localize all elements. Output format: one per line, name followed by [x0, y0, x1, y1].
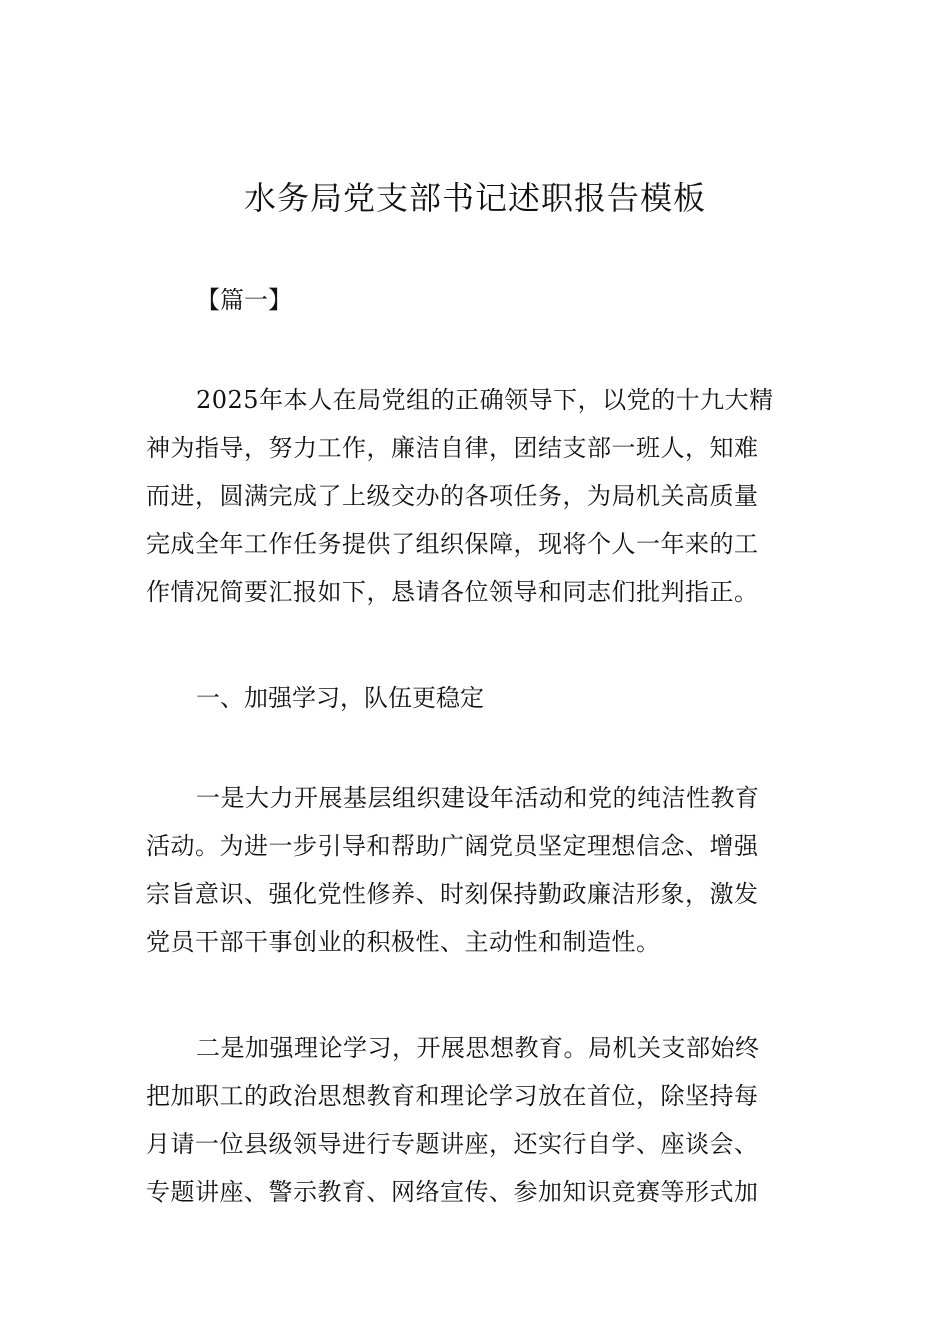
- paragraph-1-line: 活动。为进一步引导和帮助广阔党员坚定理想信念、增强: [146, 832, 759, 860]
- paragraph-2-line: 把加职工的政治思想教育和理论学习放在首位，除坚持每: [146, 1082, 759, 1110]
- paragraph-1: [146, 774, 810, 966]
- intro-line: 作情况简要汇报如下，恳请各位领导和同志们批判指正。: [146, 578, 759, 606]
- paragraph-2-line: 月请一位县级领导进行专题讲座，还实行自学、座谈会、: [146, 1130, 759, 1158]
- paragraph-1-line: 宗旨意识、强化党性修养、时刻保持勤政廉洁形象，激发: [146, 880, 759, 908]
- paragraph-2-line: 专题讲座、警示教育、网络宣传、参加知识竞赛等形式加: [146, 1178, 759, 1206]
- paragraph-2: [146, 1024, 810, 1216]
- intro-line: 而进，圆满完成了上级交办的各项任务，为局机关高质量: [146, 482, 759, 510]
- intro-line: 完成全年工作任务提供了组织保障，现将个人一年来的工: [146, 530, 759, 558]
- intro-line: 神为指导，努力工作，廉洁自律，团结支部一班人，知难: [146, 434, 759, 462]
- document-title: 水务局党支部书记述职报告模板: [243, 179, 706, 217]
- intro-line: 2025年本人在局党组的正确领导下，以党的十九大精: [196, 386, 774, 414]
- intro-paragraph: [146, 376, 810, 616]
- section-label: 【篇一】: [196, 286, 292, 314]
- section-heading-1: 一、加强学习，队伍更稳定: [196, 684, 484, 712]
- paragraph-1-line: 党员干部干事创业的积极性、主动性和制造性。: [146, 928, 661, 956]
- paragraph-2-line: 二是加强理论学习，开展思想教育。局机关支部始终: [196, 1034, 760, 1062]
- paragraph-1-line: 一是大力开展基层组织建设年活动和党的纯洁性教育: [196, 784, 760, 812]
